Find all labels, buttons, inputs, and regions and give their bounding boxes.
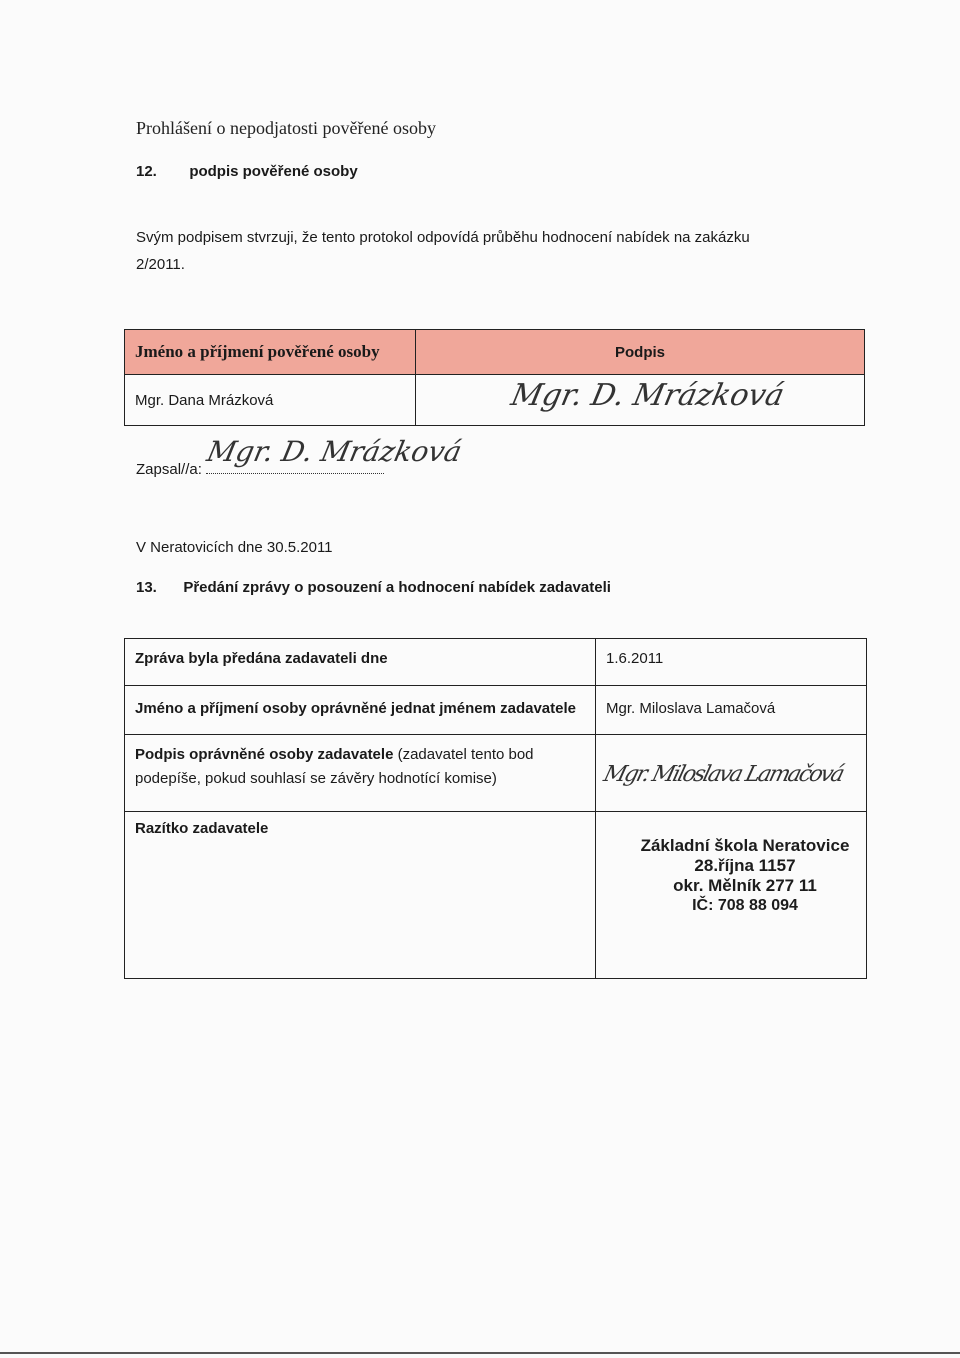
recorded-by: [136, 435, 465, 483]
row-label-note: podepíše, pokud souhlasí se závěry hodnotící komise): [135, 770, 497, 787]
value-cell: 1.6.2011: [596, 639, 867, 686]
place-and-date: V Neratovicích dne 30.5.2011: [136, 539, 333, 556]
section-13-heading: [136, 579, 611, 597]
scan-edge-line: [0, 1352, 960, 1354]
svg-text:Mgr. D. Mrázková: Mgr. D. Mrázková: [507, 378, 788, 413]
label-cell: [125, 639, 596, 686]
label-cell: [125, 686, 596, 735]
row-label: Podpis oprávněné osoby zadavatele: [135, 746, 394, 763]
statement-line: 2/2011.: [136, 256, 185, 273]
statement-line: Svým podpisem stvrzuji, že tento protokol odpovídá průběhu hodnocení nabídek na zakázku: [136, 229, 750, 246]
row-label: Razítko zadavatele: [135, 820, 269, 837]
section-number: 13.: [136, 579, 157, 596]
school-stamp: [620, 836, 870, 916]
label-cell: [125, 812, 596, 979]
appointed-person-table: [124, 329, 865, 426]
table-row: [125, 639, 867, 686]
document-title: Prohlášení o nepodjatosti pověřené osoby: [136, 118, 436, 138]
signature-cell: [416, 375, 865, 426]
signature-cell: [596, 735, 867, 812]
table-row: [125, 735, 867, 812]
header-label: Jméno a příjmení pověřené osoby: [135, 342, 380, 361]
section-title: Předání zprávy o posouzení a hodnocení nabídek zadavateli: [183, 579, 611, 596]
header-label: Podpis: [614, 343, 665, 361]
recorded-by-line: [204, 435, 465, 474]
table-row: [125, 686, 867, 735]
stamp-line: IČ: 708 88 094: [692, 897, 798, 914]
handwritten-signature: [601, 743, 856, 799]
row-label: Jméno a příjmení osoby oprávněné jednat jménem zadavatele: [135, 700, 576, 717]
handwritten-signature: [200, 421, 465, 481]
section-number: 12.: [136, 163, 157, 180]
handwritten-signature: [506, 375, 806, 425]
stamp-line: Základní škola Neratovice: [640, 836, 850, 855]
row-label-note: (zadavatel tento bod: [393, 746, 534, 763]
name-column-header: [125, 330, 416, 375]
signature-column-header: [416, 330, 865, 375]
table-header-row: [125, 330, 865, 375]
section-title: podpis pověřené osoby: [189, 163, 358, 180]
svg-text:Mgr. D. Mrázková: Mgr. D. Mrázková: [204, 435, 465, 468]
stamp-line: okr. Mělník 277 11: [673, 876, 817, 895]
svg-text:Mgr. Miloslava Lamačová: Mgr. Miloslava Lamačová: [601, 761, 848, 787]
value-cell: Mgr. Miloslava Lamačová: [596, 686, 867, 735]
table-row: [125, 375, 865, 426]
handover-table: [124, 638, 867, 979]
label-cell: [125, 735, 596, 812]
statement-paragraph: [136, 224, 750, 278]
recorded-by-label: Zapsal//a:: [136, 461, 202, 478]
section-12-heading: [136, 163, 358, 181]
stamp-line: 28.října 1157: [694, 856, 796, 875]
name-cell: Mgr. Dana Mrázková: [125, 375, 416, 426]
row-label: Zpráva byla předána zadavateli dne: [135, 650, 388, 667]
